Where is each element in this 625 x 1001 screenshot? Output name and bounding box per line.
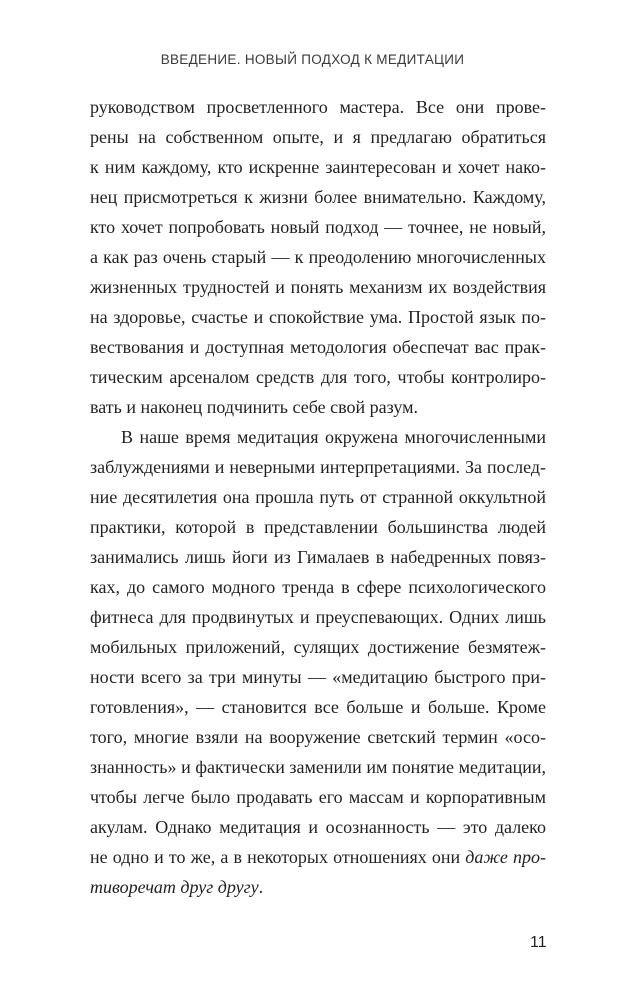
text-line: к ним каждому, кто искренне заинтересован и хочет нако-: [90, 157, 546, 177]
running-header: ВВЕДЕНИЕ. НОВЫЙ ПОДХОД К МЕДИТАЦИИ: [160, 52, 465, 67]
text-line: готовления», — становится все больше и больше. Кроме: [90, 697, 546, 717]
body-text: [90, 92, 546, 902]
text-line: кто хочет попробовать новый подход — точнее, не новый,: [90, 217, 546, 237]
text-line: акулам. Однако медитация и осознанность — это далеко: [90, 817, 546, 837]
text-line: жизненных трудностей и понять механизм их воздействия: [90, 277, 546, 297]
text-line: рены на собственном опыте, и я предлагаю обратиться: [90, 127, 546, 147]
text-line: а как раз очень старый — к преодолению многочисленных: [90, 247, 546, 267]
text-line: на здоровье, счастье и спокойствие ума. Простой язык по-: [90, 307, 546, 327]
text-line: занимались лишь йоги из Гималаев в набедренных повяз-: [90, 547, 546, 567]
text-line: руководством просветленного мастера. Все они прове-: [90, 97, 546, 117]
plain-text: .: [258, 877, 264, 897]
text-line: вествования и доступная методология обеспечат вас прак-: [90, 337, 546, 357]
text-line: ности всего за три минуты — «медитацию быстрого при-: [90, 667, 546, 687]
text-line: того, многие взяли на вооружение светский термин «осо-: [90, 727, 546, 747]
text-line: чтобы легче было продавать его массам и корпоративным: [90, 787, 546, 807]
text-line: практики, которой в представлении большинства людей: [90, 517, 546, 537]
text-line: В наше время медитация окружена многочисленными: [121, 427, 546, 447]
text-line: [90, 842, 546, 872]
text-line: ние десятилетия она прошла путь от странной оккультной: [90, 487, 546, 507]
text-line: вать и наконец подчинить себе свой разум.: [90, 397, 418, 417]
plain-text: не одно и то же, а в некоторых отношениях они: [90, 847, 466, 867]
text-line: тическим арсеналом средств для того, чтобы контролиро-: [90, 367, 546, 387]
text-line: ках, до самого модного тренда в сфере психологического: [90, 577, 546, 597]
text-line: нец присмотреться к жизни более внимательно. Каждому,: [90, 187, 546, 207]
italic-text: даже про-: [465, 847, 546, 867]
page-number: 11: [530, 934, 547, 951]
text-line: [90, 872, 546, 902]
text-line: мобильных приложений, сулящих достижение безмятеж-: [90, 637, 546, 657]
text-line: знанность» и фактически заменили им понятие медитации,: [90, 757, 546, 777]
italic-text: тиворечат друг другу: [90, 877, 259, 897]
text-line: фитнеса для продвинутых и преуспевающих. Одних лишь: [90, 607, 546, 627]
text-line: заблуждениями и неверными интерпретациями. За послед-: [90, 457, 546, 477]
